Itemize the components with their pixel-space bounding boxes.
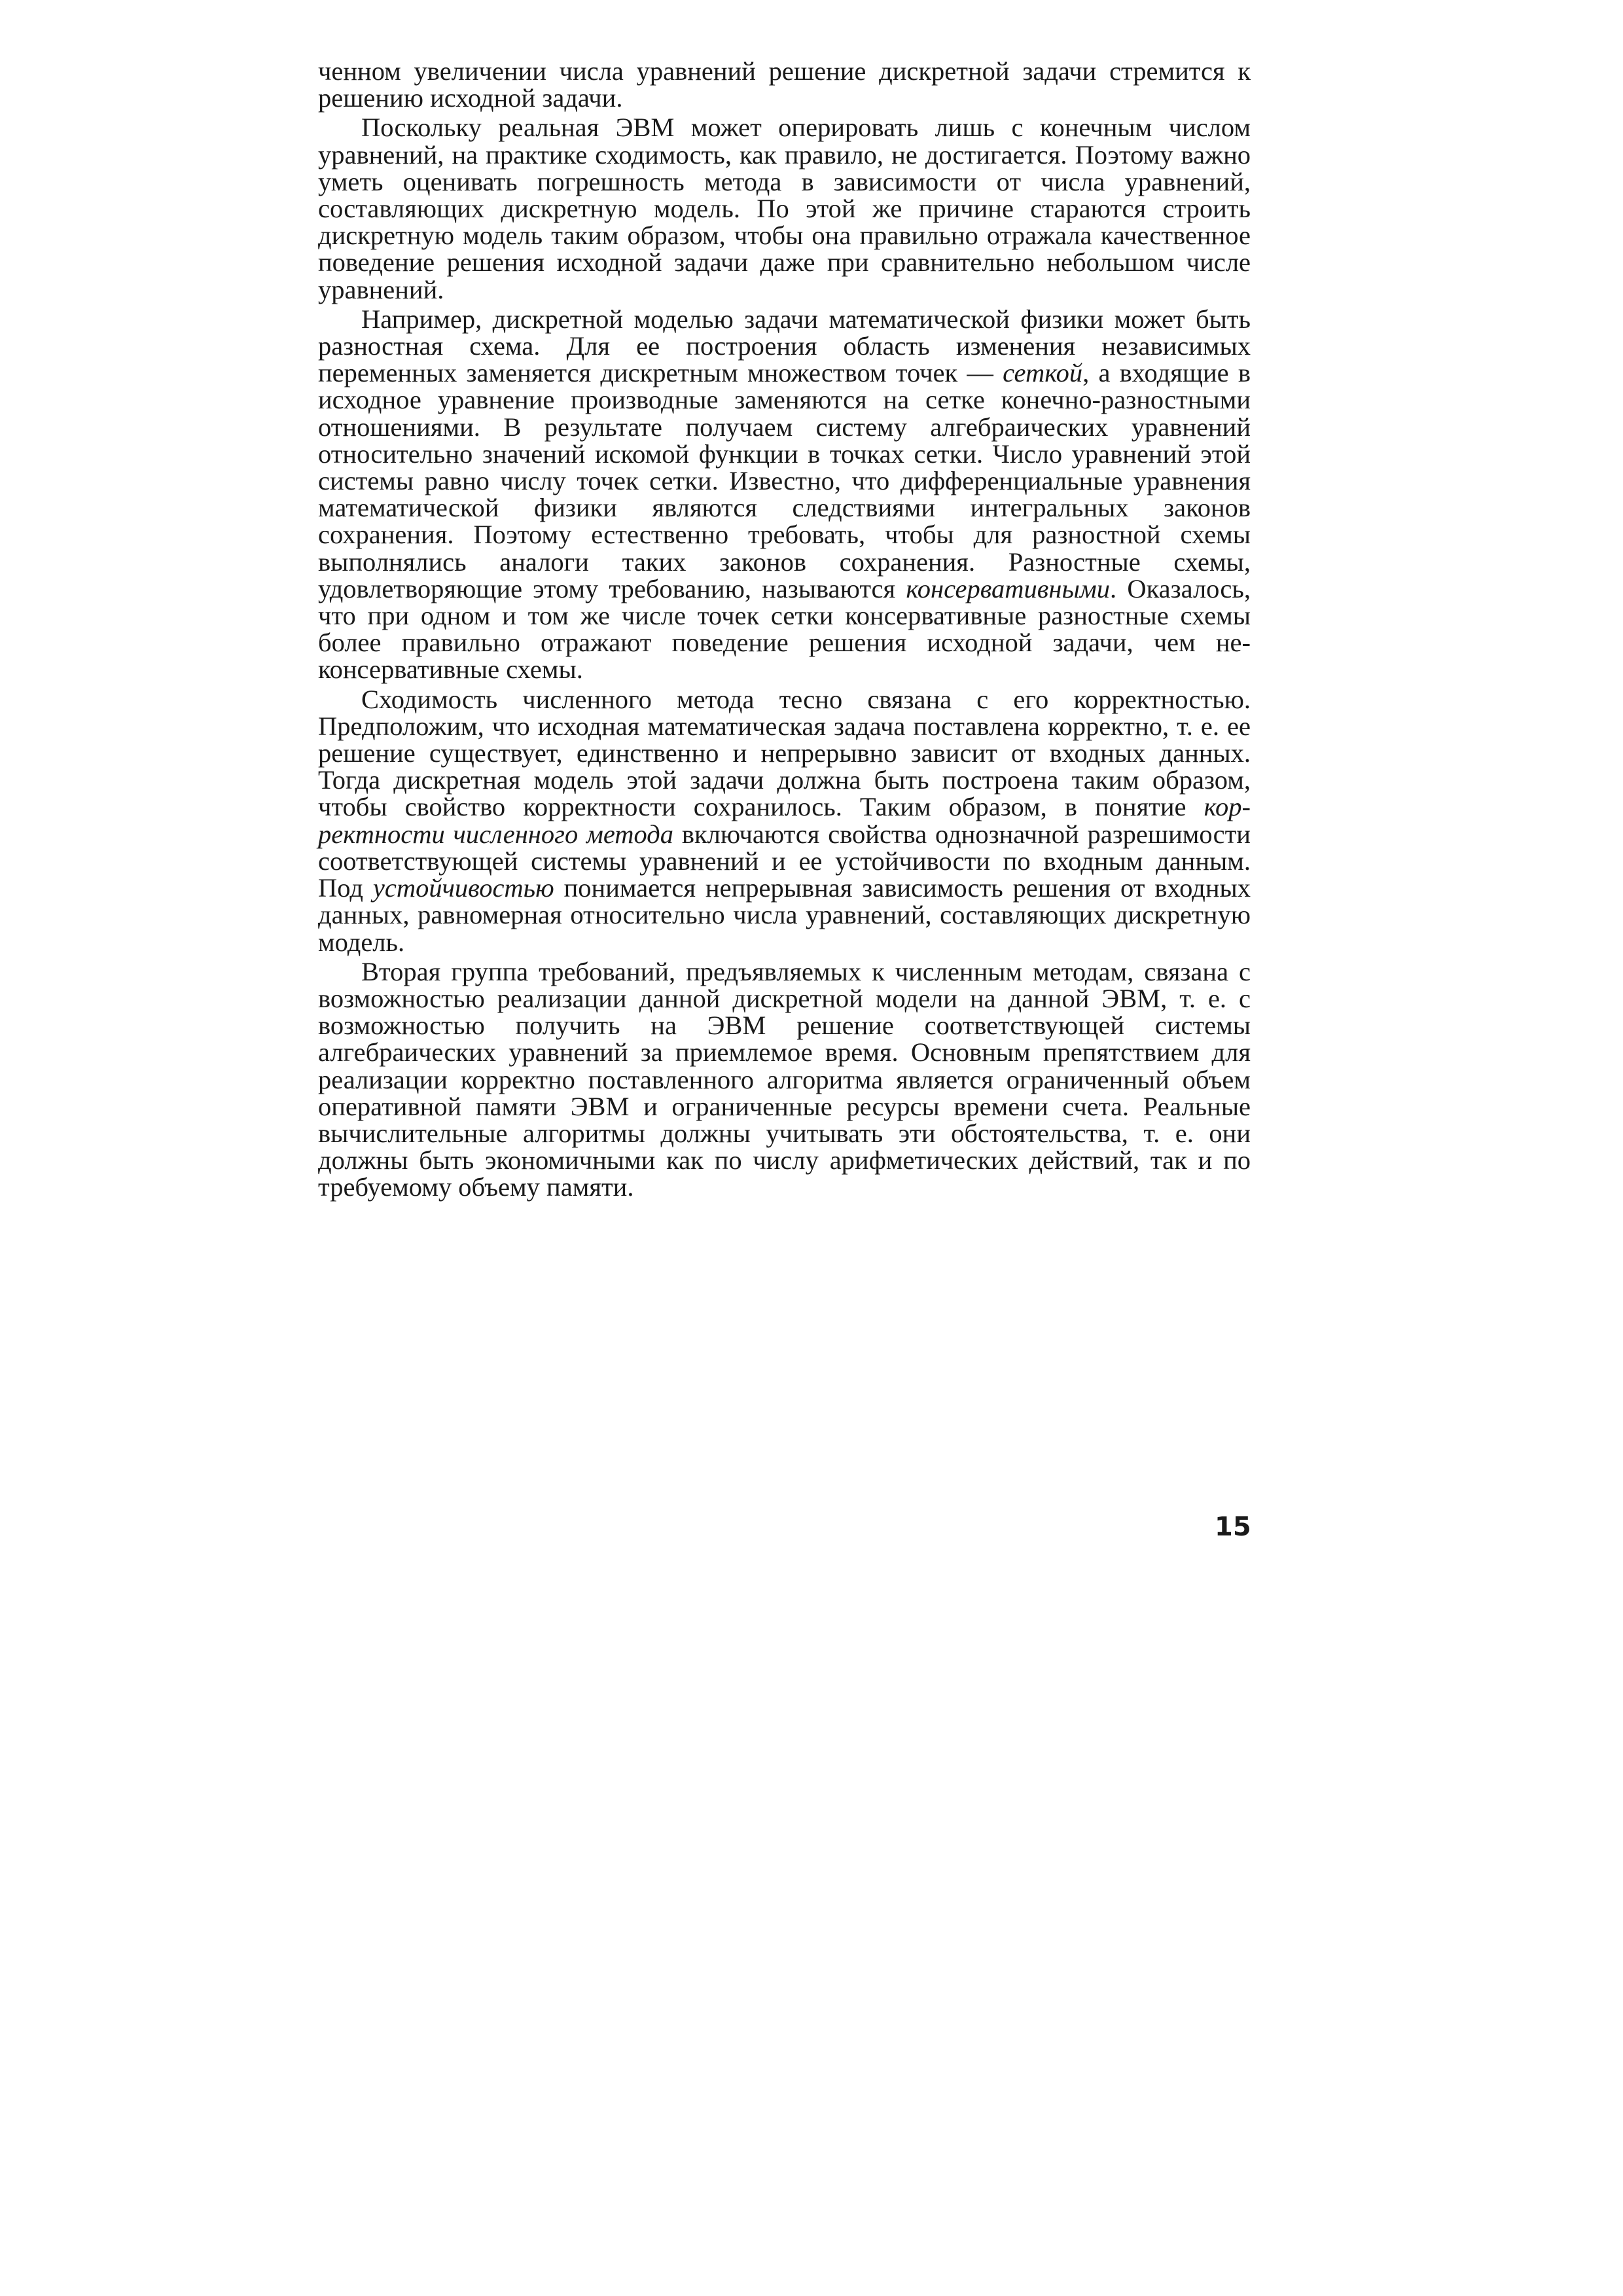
text-run: Сходимость численного метода тесно связана с его корректностью. Предположим, что исходная математическая задача поставлена корректно, т. е. ее решение существует, единственно и непрерывно зависит от входных данных. Тогда дискретная модель этой задачи должна быть построена таким образом, чтобы свойство корректности сохранилось. Таким образом, в понятие bbox=[318, 684, 1251, 822]
italic-term: устойчивостью bbox=[372, 873, 554, 903]
body-text bbox=[318, 58, 1251, 1201]
paragraph bbox=[318, 958, 1251, 1201]
text-run: ченном увеличении числа уравнений решение дискретной задачи стремится к решению исходной задачи. bbox=[318, 56, 1251, 113]
text-run: , а входящие в исходное уравнение производные заменяются на сетке конечно-разностными отношениями. В результате получаем систему алгебраических уравнений относительно значений искомой функции в точках сетки. Число уравнений этой системы равно числу точек сетки. Известно, что дифференциальные уравнения математической физики являются следствиями интегральных законов сохранения. Поэтому естественно требовать, чтобы для разностной схемы выполнялись аналоги таких законов сохранения. Разностные схемы, удовлетворяющие этому требованию, называются bbox=[318, 358, 1251, 603]
page-number: 15 bbox=[1215, 1512, 1251, 1542]
text-run: Например, дискретной моделью задачи математической физики может быть разностная схема. Для ее построения область изменения независимых переменных заменяется дискретным множеством точек — bbox=[318, 304, 1251, 388]
text-run: Поскольку реальная ЭВМ может оперировать лишь с конечным числом уравнений, на практике сходимость, как правило, не достигается. Поэтому важно уметь оценивать погрешность метода в зависимости от числа уравнений, составляющих дискретную модель. По этой же причине стараются строить дискретную модель таким образом, чтобы она правильно отражала качественное поведение решения исходной задачи даже при сравнительно небольшом числе уравнений. bbox=[318, 113, 1251, 304]
text-run: включаются свойства однозначной разрешимости соответствующей системы уравнений и ее устойчивости по входным данным. Под bbox=[318, 819, 1251, 903]
text-run: понимается непрерывная зависимость решения от входных данных, равномерная относительно числа уравнений, составляющих дискретную модель. bbox=[318, 873, 1251, 957]
text-run: . Оказалось, что при одном и том же числе точек сетки консервативные разностные схемы более правильно отражают поведение решения исходной задачи, чем неконсервативные схемы. bbox=[318, 573, 1251, 685]
italic-term: корректности численного метода bbox=[318, 792, 1251, 849]
paragraph bbox=[318, 58, 1251, 111]
text-run: Вторая группа требований, предъявляемых к численным методам, связана с возможностью реализации данной дискретной модели на данной ЭВМ, т. е. с возможностью получить на ЭВМ решение соответствующей системы алгебраических уравнений за приемлемое время. Основным препятствием для реализации корректно поставленного алгоритма является ограниченный объем оперативной памяти ЭВМ и ограниченные ресурсы времени счета. Реальные вычислительные алгоритмы должны учитывать эти обстоятельства, т. е. они должны быть экономичными как по числу арифметических действий, так и по требуемому объему памяти. bbox=[318, 956, 1251, 1202]
paragraph bbox=[318, 686, 1251, 956]
italic-term: консервативными bbox=[906, 573, 1110, 603]
paragraph bbox=[318, 114, 1251, 302]
paragraph bbox=[318, 306, 1251, 683]
italic-term: сеткой bbox=[1003, 358, 1083, 388]
